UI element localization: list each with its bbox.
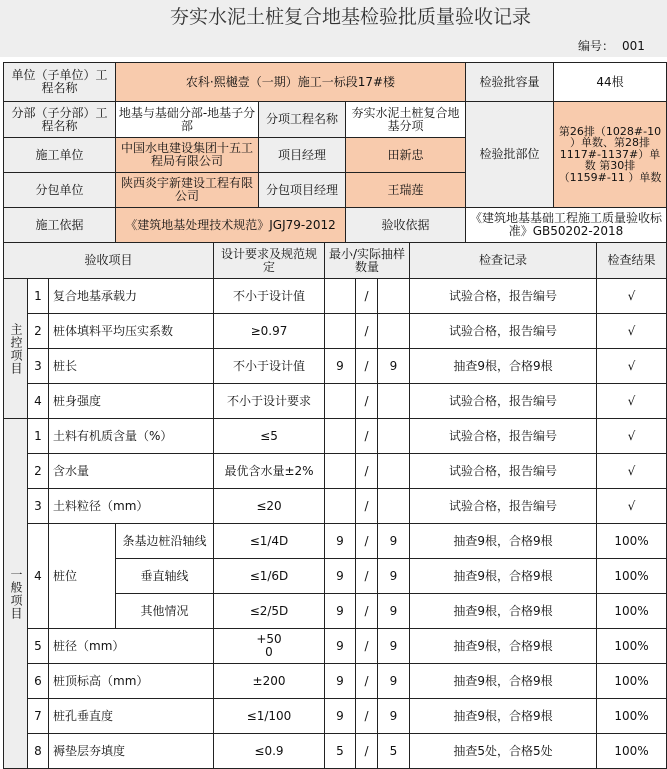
row-item-name: 褥垫层夯填度	[49, 734, 214, 769]
row-actual-sample[interactable]	[378, 279, 410, 314]
row-requirement: ≤2/5D	[214, 594, 325, 629]
row-requirement: ≥0.97	[214, 314, 325, 349]
row-number: 8	[28, 734, 49, 769]
row-item-name: 土料粒径（mm）	[49, 489, 214, 524]
row-item-name: 桩身强度	[49, 384, 214, 419]
sub-item-name: 条基边桩沿轴线	[116, 524, 214, 559]
sub-project-label: 分部（子分部）工程名称	[3, 102, 116, 138]
row-slash: /	[356, 629, 378, 664]
pm-value[interactable]: 田新忠	[346, 138, 466, 173]
row-min-sample[interactable]	[325, 489, 356, 524]
row-result[interactable]: √	[597, 384, 667, 419]
row-record[interactable]: 抽查5处，合格5处	[410, 734, 597, 769]
row-actual-sample[interactable]: 9	[378, 664, 410, 699]
row-requirement	[214, 629, 325, 664]
row-min-sample[interactable]: 9	[325, 629, 356, 664]
row-slash: /	[356, 699, 378, 734]
row-slash: /	[356, 454, 378, 489]
row-record[interactable]: 抽查9根，合格9根	[410, 699, 597, 734]
subcontractor-label: 分包单位	[3, 173, 116, 208]
row-item-name: 含水量	[49, 454, 214, 489]
row-requirement: 最优含水量±2%	[214, 454, 325, 489]
batch-location-label: 检验批部位	[466, 102, 554, 208]
row-result[interactable]: √	[597, 279, 667, 314]
batch-location-value[interactable]: 第26排（1028#-10 ）单数、第28排 1117#-1137#）单数 第30排（1159#-11 ）单数	[554, 102, 667, 208]
row-number: 5	[28, 629, 49, 664]
serial-label: 编号：	[577, 38, 614, 53]
row-number: 6	[28, 664, 49, 699]
sheet-title: 夯实水泥土桩复合地基检验批质量验收记录	[0, 0, 667, 36]
row-number: 2	[28, 454, 49, 489]
row-result[interactable]: 100%	[597, 559, 667, 594]
unit-project-value[interactable]: 农科·熙樾壹（一期）施工一标段17#楼	[116, 62, 466, 102]
basis-label: 施工依据	[3, 208, 116, 243]
row-min-sample[interactable]	[325, 384, 356, 419]
row-result[interactable]: √	[597, 419, 667, 454]
row-slash: /	[356, 734, 378, 769]
row-slash: /	[356, 279, 378, 314]
row-requirement: 不小于设计值	[214, 349, 325, 384]
subcontractor-value[interactable]: 陕西炎宇新建设工程有限公司	[116, 173, 259, 208]
sub-item-name: 其他情况	[116, 594, 214, 629]
row-record[interactable]: 试验合格，报告编号	[410, 279, 597, 314]
row-result[interactable]: √	[597, 489, 667, 524]
tolerance-lower: 0	[265, 645, 273, 659]
serial-value[interactable]: 001	[622, 38, 645, 53]
group-general-label: 一般项目	[3, 419, 28, 769]
row-actual-sample[interactable]	[378, 489, 410, 524]
row-result[interactable]: 100%	[597, 594, 667, 629]
row-actual-sample[interactable]	[378, 454, 410, 489]
row-actual-sample[interactable]	[378, 314, 410, 349]
row-record[interactable]: 抽查9根，合格9根	[410, 594, 597, 629]
row-item-name: 桩长	[49, 349, 214, 384]
row-item-name: 桩孔垂直度	[49, 699, 214, 734]
col-result-header: 检查结果	[597, 243, 667, 279]
row-result[interactable]: 100%	[597, 524, 667, 559]
row-requirement: ≤20	[214, 489, 325, 524]
tolerance-upper: +50	[256, 632, 282, 646]
batch-capacity-label: 检验批容量	[466, 62, 554, 102]
row-min-sample[interactable]	[325, 419, 356, 454]
row-number: 1	[28, 419, 49, 454]
row-requirement: ≤1/4D	[214, 524, 325, 559]
row-item-name: 桩顶标高（mm）	[49, 664, 214, 699]
row-record[interactable]: 试验合格，报告编号	[410, 489, 597, 524]
row-slash: /	[356, 384, 378, 419]
row-actual-sample[interactable]: 9	[378, 349, 410, 384]
item-project-value[interactable]: 夯实水泥土桩复合地基分项	[346, 102, 466, 138]
row-result[interactable]: 100%	[597, 629, 667, 664]
pile-position-number: 4	[28, 524, 49, 629]
row-slash: /	[356, 524, 378, 559]
row-result[interactable]: 100%	[597, 664, 667, 699]
row-item-name: 桩体填料平均压实系数	[49, 314, 214, 349]
row-record[interactable]: 试验合格，报告编号	[410, 384, 597, 419]
sub-pm-label: 分包项目经理	[259, 173, 346, 208]
batch-capacity-value[interactable]: 44根	[554, 62, 667, 102]
row-result[interactable]: 100%	[597, 699, 667, 734]
row-slash: /	[356, 664, 378, 699]
row-requirement: ±200	[214, 664, 325, 699]
row-result[interactable]: √	[597, 314, 667, 349]
row-requirement: ≤1/100	[214, 699, 325, 734]
row-actual-sample[interactable]: 9	[378, 524, 410, 559]
row-record[interactable]: 抽查9根，合格9根	[410, 524, 597, 559]
row-number: 4	[28, 384, 49, 419]
row-actual-sample[interactable]	[378, 419, 410, 454]
col-requirement-header: 设计要求及规范规定	[214, 243, 325, 279]
row-min-sample[interactable]: 9	[325, 559, 356, 594]
acceptance-basis-label: 验收依据	[346, 208, 466, 243]
row-record[interactable]: 抽查9根，合格9根	[410, 559, 597, 594]
row-actual-sample[interactable]	[378, 384, 410, 419]
row-requirement: ≤5	[214, 419, 325, 454]
col-sampling-header: 最小/实际抽样数量	[325, 243, 410, 279]
row-min-sample[interactable]	[325, 454, 356, 489]
contractor-value[interactable]: 中国水电建设集团十五工程局有限公司	[116, 138, 259, 173]
row-item-name: 桩径（mm）	[49, 629, 214, 664]
row-actual-sample[interactable]: 9	[378, 559, 410, 594]
row-result[interactable]: 100%	[597, 734, 667, 769]
unit-project-label: 单位（子单位）工程名称	[3, 62, 116, 102]
row-requirement: 不小于设计要求	[214, 384, 325, 419]
item-project-label: 分项工程名称	[259, 102, 346, 138]
contractor-label: 施工单位	[3, 138, 116, 173]
row-result[interactable]: √	[597, 454, 667, 489]
row-result[interactable]: √	[597, 349, 667, 384]
group-main-label: 主控项目	[3, 279, 28, 419]
row-slash: /	[356, 559, 378, 594]
row-record[interactable]: 抽查9根，合格9根	[410, 349, 597, 384]
row-min-sample[interactable]: 9	[325, 664, 356, 699]
row-actual-sample[interactable]: 9	[378, 629, 410, 664]
row-record[interactable]: 抽查9根，合格9根	[410, 629, 597, 664]
row-record[interactable]: 试验合格，报告编号	[410, 419, 597, 454]
row-number: 3	[28, 349, 49, 384]
sub-pm-value[interactable]: 王瑞莲	[346, 173, 466, 208]
basis-value[interactable]: 《建筑地基处理技术规范》JGJ79-2012	[116, 208, 346, 243]
row-number: 2	[28, 314, 49, 349]
col-item-header: 验收项目	[3, 243, 214, 279]
row-requirement: ≤1/6D	[214, 559, 325, 594]
row-actual-sample[interactable]: 5	[378, 734, 410, 769]
row-record[interactable]: 抽查9根，合格9根	[410, 664, 597, 699]
row-slash: /	[356, 419, 378, 454]
row-min-sample[interactable]: 9	[325, 699, 356, 734]
row-slash: /	[356, 594, 378, 629]
row-requirement: 不小于设计值	[214, 279, 325, 314]
row-min-sample[interactable]: 9	[325, 349, 356, 384]
row-record[interactable]: 试验合格，报告编号	[410, 454, 597, 489]
row-item-name: 土料有机质含量（%）	[49, 419, 214, 454]
row-number: 3	[28, 489, 49, 524]
row-actual-sample[interactable]: 9	[378, 699, 410, 734]
sub-project-value[interactable]: 地基与基础分部-地基子分部	[116, 102, 259, 138]
pm-label: 项目经理	[259, 138, 346, 173]
row-number: 7	[28, 699, 49, 734]
row-min-sample[interactable]	[325, 279, 356, 314]
row-min-sample[interactable]	[325, 314, 356, 349]
row-requirement: ≤0.9	[214, 734, 325, 769]
pile-position-name: 桩位	[49, 524, 116, 629]
row-slash: /	[356, 489, 378, 524]
acceptance-basis-value[interactable]: 《建筑地基基础工程施工质量验收标准》GB50202-2018	[466, 208, 667, 243]
row-slash: /	[356, 349, 378, 384]
row-min-sample[interactable]: 5	[325, 734, 356, 769]
row-min-sample[interactable]: 9	[325, 524, 356, 559]
row-item-name: 复合地基承载力	[49, 279, 214, 314]
sub-item-name: 垂直轴线	[116, 559, 214, 594]
row-record[interactable]: 试验合格，报告编号	[410, 314, 597, 349]
col-record-header: 检查记录	[410, 243, 597, 279]
row-number: 1	[28, 279, 49, 314]
row-min-sample[interactable]: 9	[325, 594, 356, 629]
row-slash: /	[356, 314, 378, 349]
row-actual-sample[interactable]: 9	[378, 594, 410, 629]
